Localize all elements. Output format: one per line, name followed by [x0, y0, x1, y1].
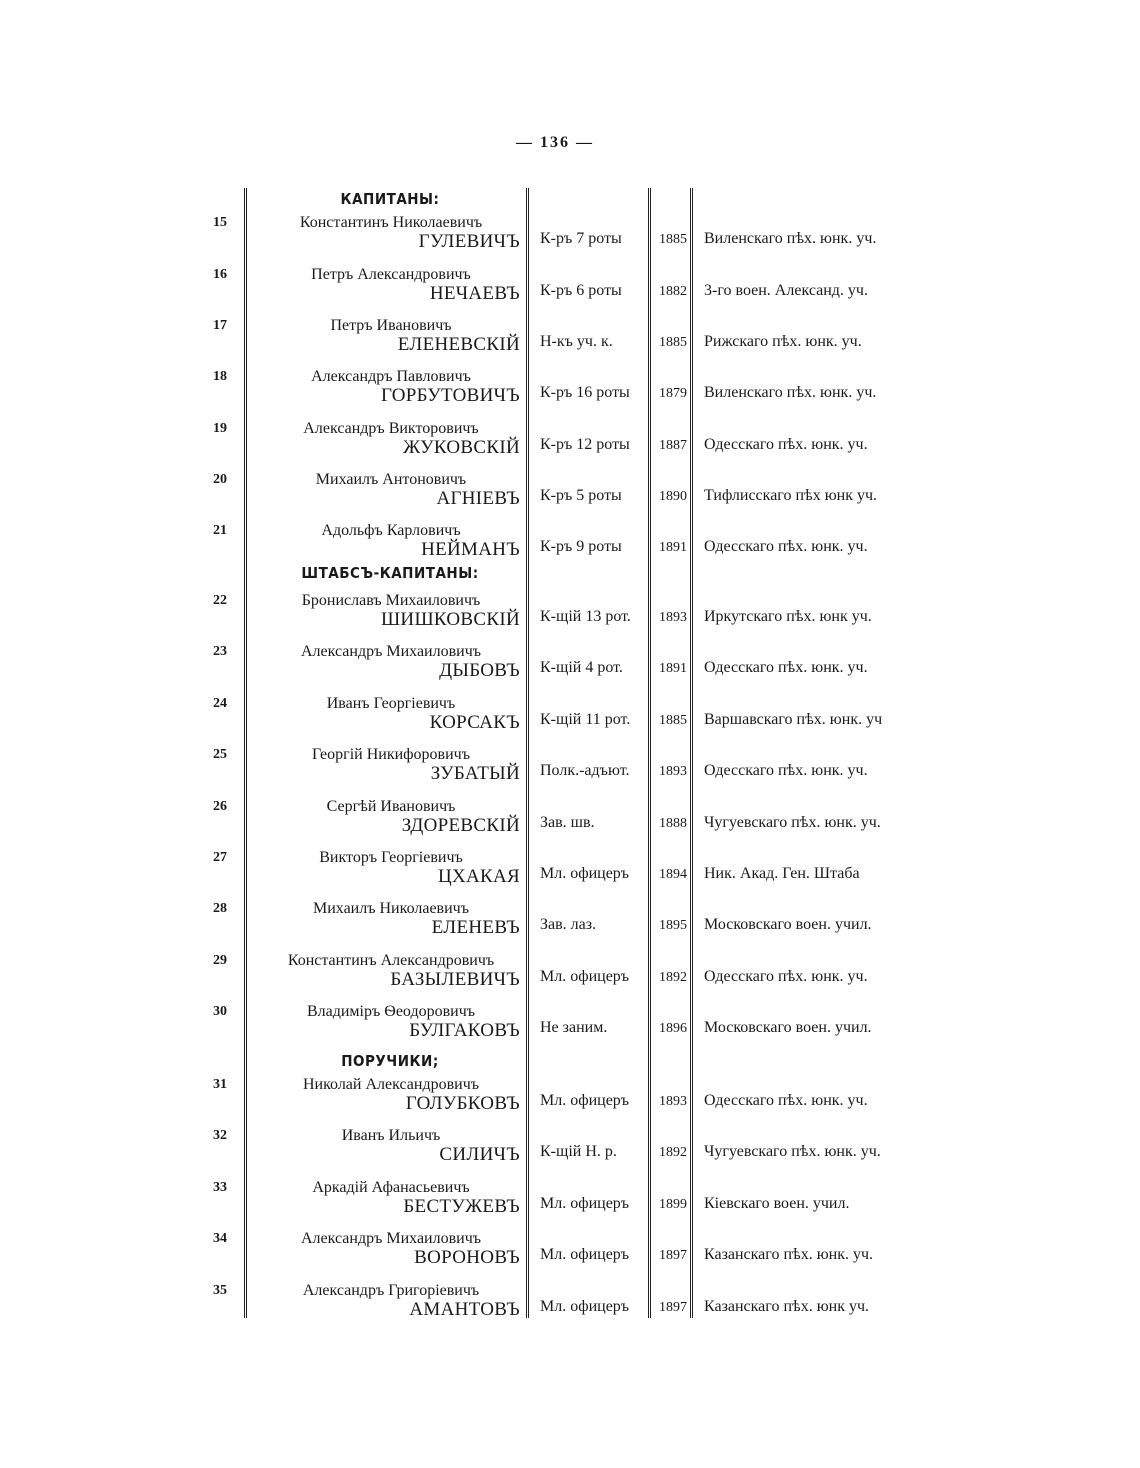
year: 1892: [659, 1145, 687, 1160]
given-name: Иванъ Ильичъ: [341, 1127, 441, 1144]
surname: БАЗЫЛЕВИЧЪ: [390, 969, 520, 990]
year: 1897: [659, 1248, 687, 1263]
given-name: Владиміръ Ѳеодоровичъ: [306, 1003, 476, 1020]
school: Чугуевскаго пѣх. юнк. уч.: [704, 1143, 881, 1160]
year: 1899: [659, 1197, 687, 1212]
surname: ЗДОРЕВСКІЙ: [401, 815, 520, 836]
row-number: 24: [213, 696, 227, 711]
given-name: Брониславъ Михаиловичъ: [301, 592, 481, 609]
row-number: 34: [213, 1231, 227, 1246]
given-name: Константинъ Александровичъ: [287, 952, 495, 969]
surname: ЖУКОВСКІЙ: [403, 437, 520, 458]
year: 1885: [659, 713, 687, 728]
school: Московскаго воен. учил.: [704, 1019, 872, 1036]
table-row: [0, 1076, 1140, 1128]
table-row: [0, 849, 1140, 901]
school: Кіевскаго воен. учил.: [704, 1195, 850, 1212]
table-row: [0, 746, 1140, 798]
school: Одесскаго пѣх. юнк. уч.: [704, 436, 868, 453]
school: Казанскаго пѣх. юнк. уч.: [704, 1246, 874, 1263]
school: Одесскаго пѣх. юнк. уч.: [704, 659, 868, 676]
row-number: 29: [213, 953, 227, 968]
given-name: Сергѣй Ивановичъ: [326, 798, 456, 815]
school: Иркутскаго пѣх. юнк уч.: [704, 608, 872, 625]
school: Одесскаго пѣх. юнк. уч.: [704, 1092, 868, 1109]
post: Полк.-адъют.: [540, 762, 630, 779]
year: 1887: [659, 438, 687, 453]
school: 3-го воен. Александ. уч.: [704, 282, 868, 299]
given-name: Александръ Григоріевичъ: [302, 1282, 480, 1299]
page-number: — 136 —: [516, 134, 594, 151]
given-name: Михаилъ Антоновичъ: [315, 471, 467, 488]
post: К-ръ 9 роты: [540, 538, 622, 555]
table-row: [0, 266, 1140, 318]
table-row: [0, 643, 1140, 695]
post: Н-къ уч. к.: [540, 333, 613, 350]
surname: ВОРОНОВЪ: [414, 1247, 520, 1268]
table-row: [0, 1230, 1140, 1282]
row-number: 27: [213, 850, 227, 865]
post: К-ръ 16 роты: [540, 384, 630, 401]
year: 1893: [659, 610, 687, 625]
section-heading-captains: КАПИТАНЫ:: [340, 190, 440, 208]
school: Московскаго воен. учил.: [704, 916, 872, 933]
post: К-щій 4 рот.: [540, 659, 623, 676]
year: 1895: [659, 918, 687, 933]
surname: ГУЛЕВИЧЪ: [418, 231, 520, 252]
post: Мл. офицеръ: [540, 1195, 630, 1212]
surname: ЕЛЕНЕВСКІЙ: [397, 334, 520, 355]
row-number: 30: [213, 1004, 227, 1019]
row-number: 35: [213, 1283, 227, 1298]
school: Одесскаго пѣх. юнк. уч.: [704, 538, 868, 555]
post: К-щій 13 рот.: [540, 608, 631, 625]
year: 1885: [659, 335, 687, 350]
post: Мл. офицеръ: [540, 968, 630, 985]
row-number: 31: [213, 1077, 227, 1092]
surname: НЕЧАЕВЪ: [429, 283, 520, 304]
surname: ЦХАКАЯ: [437, 866, 520, 887]
post: К-ръ 6 роты: [540, 282, 622, 299]
table-row: [0, 1003, 1140, 1055]
row-number: 23: [213, 644, 227, 659]
row-number: 17: [213, 318, 227, 333]
row-number: 28: [213, 901, 227, 916]
post: К-ръ 12 роты: [540, 436, 630, 453]
table-row: [0, 900, 1140, 952]
post: К-ръ 7 роты: [540, 230, 622, 247]
table-row: [0, 522, 1140, 574]
year: 1891: [659, 540, 687, 555]
post: К-щій Н. р.: [540, 1143, 617, 1160]
row-number: 20: [213, 472, 227, 487]
row-number: 19: [213, 421, 227, 436]
given-name: Викторъ Георгіевичъ: [319, 849, 463, 866]
year: 1897: [659, 1300, 687, 1315]
year: 1892: [659, 970, 687, 985]
row-number: 21: [213, 523, 227, 538]
post: Мл. офицеръ: [540, 1092, 630, 1109]
table-row: [0, 952, 1140, 1004]
table-row: [0, 798, 1140, 850]
row-number: 15: [213, 215, 227, 230]
given-name: Александръ Павловичъ: [311, 368, 471, 385]
table-row: [0, 592, 1140, 644]
post: Зав. лаз.: [540, 916, 597, 933]
surname: ДЫБОВЪ: [439, 660, 520, 681]
year: 1890: [659, 489, 687, 504]
given-name: Аркадій Афанасьевичъ: [312, 1179, 470, 1196]
table-row: [0, 1179, 1140, 1231]
surname: НЕЙМАНЪ: [421, 539, 520, 560]
given-name: Адольфъ Карловичъ: [321, 522, 461, 539]
surname: ЕЛЕНЕВЪ: [431, 917, 520, 938]
post: К-ръ 5 роты: [540, 487, 622, 504]
school: Казанскаго пѣх. юнк уч.: [704, 1298, 870, 1315]
given-name: Николай Александровичъ: [302, 1076, 480, 1093]
table-row: [0, 368, 1140, 420]
given-name: Александръ Викторовичъ: [303, 420, 479, 437]
year: 1893: [659, 764, 687, 779]
surname: ГОЛУБКОВЪ: [405, 1093, 520, 1114]
school: Одесскаго пѣх. юнк. уч.: [704, 968, 868, 985]
post: Мл. офицеръ: [540, 865, 630, 882]
table-row: [0, 1282, 1140, 1334]
surname: АМАНТОВЪ: [409, 1299, 520, 1320]
given-name: Петръ Александровичъ: [311, 266, 471, 283]
table-row: [0, 420, 1140, 472]
post: Зав. шв.: [540, 814, 595, 831]
school: Варшавскаго пѣх. юнк. уч: [704, 711, 883, 728]
year: 1896: [659, 1021, 687, 1036]
table-row: [0, 214, 1140, 266]
row-number: 22: [213, 593, 227, 608]
row-number: 32: [213, 1128, 227, 1143]
school: Одесскаго пѣх. юнк. уч.: [704, 762, 868, 779]
year: 1894: [659, 867, 687, 882]
surname: СИЛИЧЪ: [439, 1144, 520, 1165]
given-name: Иванъ Георгіевичъ: [326, 695, 456, 712]
surname: БЕСТУЖЕВЪ: [403, 1196, 520, 1217]
surname: ЗУБАТЫЙ: [430, 763, 520, 784]
year: 1888: [659, 816, 687, 831]
table-row: [0, 695, 1140, 747]
school: Рижскаго пѣх. юнк. уч.: [704, 333, 862, 350]
year: 1891: [659, 661, 687, 676]
school: Ник. Акад. Ген. Штаба: [704, 865, 860, 882]
post: Не заним.: [540, 1019, 608, 1036]
surname: ГОРБУТОВИЧЪ: [380, 385, 520, 406]
school: Виленскаго пѣх. юнк. уч.: [704, 230, 877, 247]
given-name: Петръ Ивановичъ: [330, 317, 452, 334]
table-row: [0, 317, 1140, 369]
surname: БУЛГАКОВЪ: [409, 1020, 520, 1041]
row-number: 26: [213, 799, 227, 814]
table-row: [0, 1127, 1140, 1179]
post: К-щій 11 рот.: [540, 711, 631, 728]
year: 1885: [659, 232, 687, 247]
year: 1893: [659, 1094, 687, 1109]
year: 1879: [659, 386, 687, 401]
row-number: 25: [213, 747, 227, 762]
given-name: Александръ Михаиловичъ: [300, 643, 482, 660]
table-row: [0, 471, 1140, 523]
surname: ШИШКОВСКІЙ: [380, 609, 520, 630]
surname: АГНІЕВЪ: [436, 488, 520, 509]
school: Тифлисскаго пѣх юнк уч.: [704, 487, 878, 504]
post: Мл. офицеръ: [540, 1298, 630, 1315]
given-name: Александръ Михаиловичъ: [300, 1230, 482, 1247]
section-heading-lieutenants: ПОРУЧИКИ;: [341, 1052, 439, 1070]
school: Виленскаго пѣх. юнк. уч.: [704, 384, 877, 401]
row-number: 33: [213, 1180, 227, 1195]
post: Мл. офицеръ: [540, 1246, 630, 1263]
row-number: 16: [213, 267, 227, 282]
given-name: Константинъ Николаевичъ: [299, 214, 483, 231]
surname: КОРСАКЪ: [429, 712, 520, 733]
given-name: Михаилъ Николаевичъ: [313, 900, 469, 917]
school: Чугуевскаго пѣх. юнк. уч.: [704, 814, 881, 831]
section-heading-staff-captains: ШТАБСЪ-КАПИТАНЫ:: [301, 564, 479, 582]
row-number: 18: [213, 369, 227, 384]
given-name: Георгій Никифоровичъ: [312, 746, 470, 763]
year: 1882: [659, 284, 687, 299]
